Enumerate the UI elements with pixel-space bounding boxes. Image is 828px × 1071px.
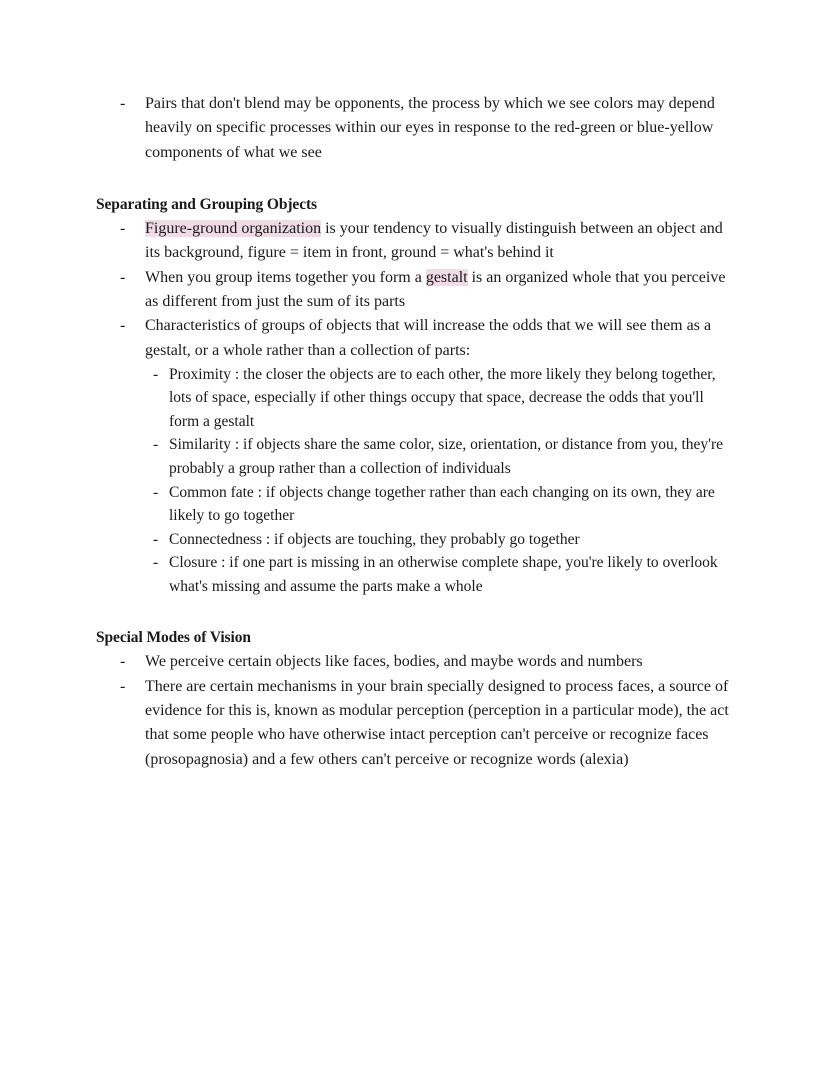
gestalt-principles-list bbox=[153, 363, 736, 598]
list-item bbox=[96, 266, 736, 315]
list-item bbox=[96, 314, 736, 363]
list-item-text: We perceive certain objects like faces, bodies, and maybe words and numbers bbox=[145, 653, 643, 671]
bullet-marker-icon: - bbox=[120, 317, 126, 335]
list-item-text-before: When you group items together you form a bbox=[145, 268, 426, 286]
list-item bbox=[96, 92, 736, 165]
bullet-marker-icon: - bbox=[120, 268, 126, 286]
highlighted-term-gestalt: gestalt bbox=[425, 268, 468, 286]
bullet-marker-icon: - bbox=[153, 365, 159, 383]
special-modes-bullet-list bbox=[96, 650, 736, 772]
bullet-marker-icon: - bbox=[153, 530, 159, 548]
list-item-text: There are certain mechanisms in your brain specially designed to process faces, a source of evidence for this is, known as modular perception (perception in a particular mode), the act that some people who have otherwise intact perception can't perceive or recognize faces (prosopagnosia) and a few others can't perceive or recognize words (alexia) bbox=[145, 677, 729, 768]
separating-grouping-bullet-list bbox=[96, 217, 736, 363]
list-item bbox=[153, 363, 736, 434]
list-item-text: Connectedness : if objects are touching, they probably go together bbox=[169, 530, 580, 548]
list-item-text: Common fate : if objects change together rather than each changing on its own, they are likely to go together bbox=[169, 483, 715, 525]
list-item bbox=[96, 675, 736, 772]
bullet-marker-icon: - bbox=[153, 436, 159, 454]
list-item-text-after: is an organized whole that you perceive as different from just the sum of its parts bbox=[145, 268, 726, 310]
list-item bbox=[153, 433, 736, 480]
spacer bbox=[96, 598, 736, 626]
bullet-marker-icon: - bbox=[153, 483, 159, 501]
list-item-text: Pairs that don't blend may be opponents, the process by which we see colors may depend heavily on specific processes within our eyes in response to the red-green or blue-yellow components of what we see bbox=[145, 95, 715, 161]
section-heading-separating-grouping: Separating and Grouping Objects bbox=[96, 195, 317, 213]
bullet-marker-icon: - bbox=[120, 219, 126, 237]
highlighted-term-figure-ground: Figure-ground organization bbox=[145, 219, 322, 237]
list-item-text: Characteristics of groups of objects that will increase the odds that we will see them as a gestalt, or a whole rather than a collection of parts: bbox=[145, 317, 712, 359]
bullet-marker-icon: - bbox=[120, 653, 126, 671]
intro-bullet-list bbox=[96, 92, 736, 165]
list-item-text: Similarity : if objects share the same color, size, orientation, or distance from you, they're probably a group rather than a collection of individuals bbox=[169, 436, 723, 478]
list-item-text: Closure : if one part is missing in an otherwise complete shape, you're likely to overlook what's missing and assume the parts make a whole bbox=[169, 554, 718, 595]
list-item bbox=[153, 551, 736, 598]
list-item bbox=[153, 528, 736, 552]
document-content bbox=[96, 92, 736, 772]
bullet-marker-icon: - bbox=[120, 677, 126, 695]
section-heading-special-modes: Special Modes of Vision bbox=[96, 629, 251, 647]
list-item-text: Proximity : the closer the objects are to each other, the more likely they belong together, lots of space, especially if other things occupy that space, decrease the odds that you'll form a gestalt bbox=[169, 365, 716, 430]
bullet-marker-icon: - bbox=[120, 95, 126, 112]
list-item bbox=[153, 481, 736, 528]
list-item-text: is your tendency to visually distinguish between an object and its background, figure = item in front, ground = what's behind it bbox=[145, 219, 723, 262]
spacer bbox=[96, 165, 736, 193]
list-item bbox=[96, 650, 736, 674]
bullet-marker-icon: - bbox=[153, 554, 159, 572]
gestalt-principles-wrapper bbox=[96, 363, 736, 598]
list-item bbox=[96, 217, 736, 266]
